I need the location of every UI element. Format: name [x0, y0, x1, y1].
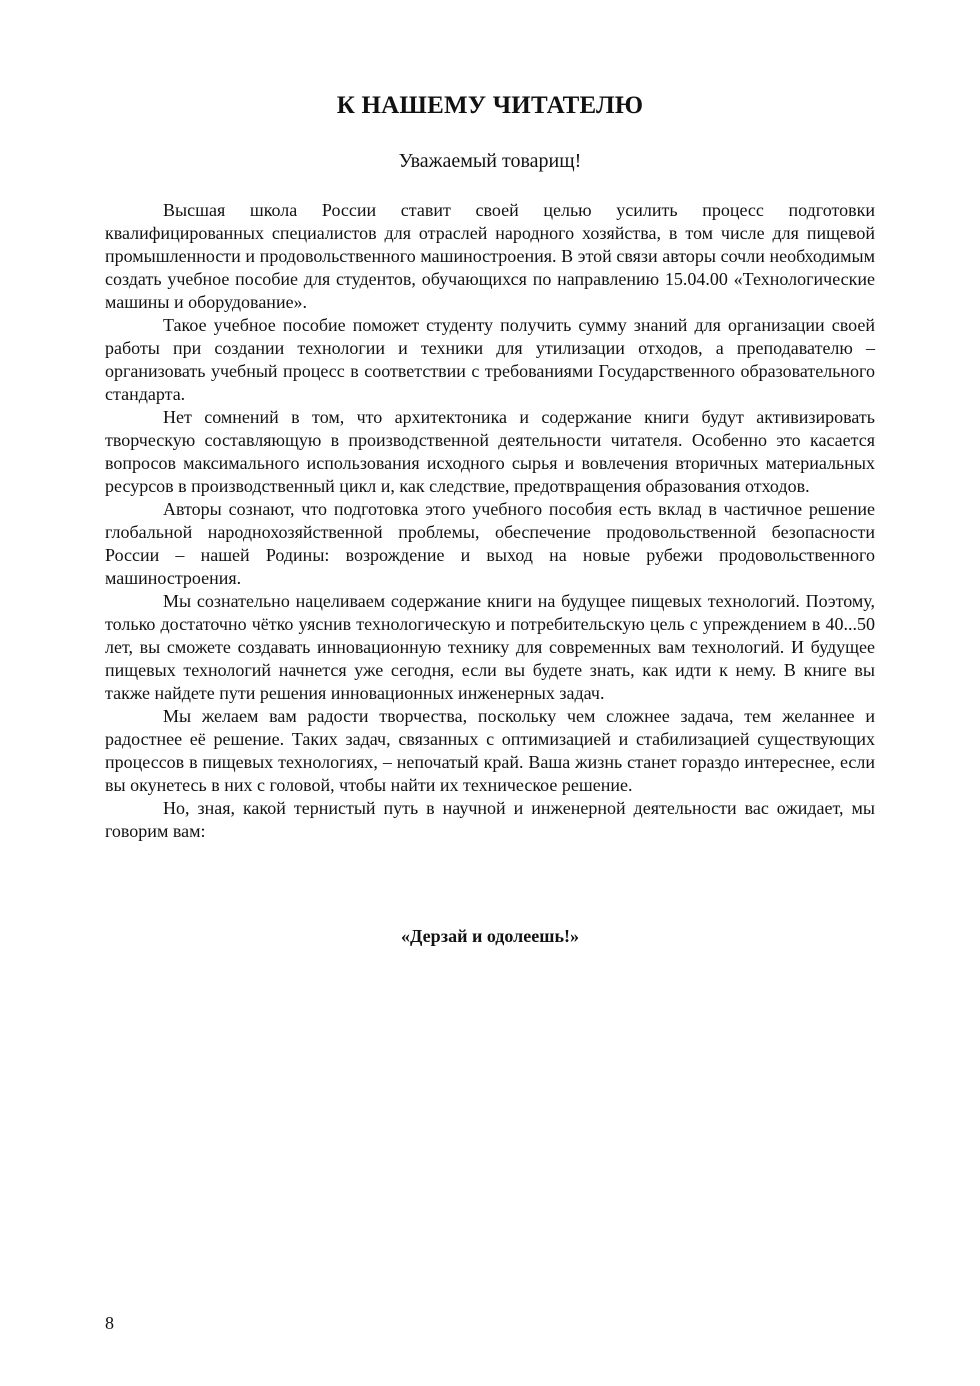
- paragraph: Мы желаем вам радости творчества, поскольку чем сложнее задача, тем желаннее и радостнее её решение. Таких задач, связанных с оптимизацией и стабилизацией существующих процессов в пищевых технологиях, – непочатый край. Ваша жизнь станет гораздо интереснее, если вы окунетесь в них с головой, чтобы найти их техническое решение.: [105, 706, 875, 795]
- paragraph: Такое учебное пособие поможет студенту получить сумму знаний для организации своей работы при создании технологии и техники для утилизации отходов, а преподавателю – организовать учебный процесс в соответствии с требованиями Государственного образовательного стандарта.: [105, 315, 875, 404]
- page-title: К НАШЕМУ ЧИТАТЕЛЮ: [336, 92, 644, 119]
- motto: «Дерзай и одолеешь!»: [401, 926, 579, 946]
- paragraph: Но, зная, какой тернистый путь в научной и инженерной деятельности вас ожидает, мы говорим вам:: [105, 798, 875, 841]
- paragraph: Мы сознательно нацеливаем содержание книги на будущее пищевых технологий. Поэтому, только достаточно чётко уяснив технологическую и потребительскую цель с упреждением в 40...50 лет, вы сможете создавать инновационную технику для современных вам технологий. И будущее пищевых технологий начнется уже сегодня, если вы будете знать, как идти к нему. В книге вы также найдете пути решения инновационных инженерных задач.: [105, 591, 875, 703]
- body-text: [105, 199, 875, 843]
- page-number: 8: [105, 1313, 114, 1333]
- greeting-line: Уважаемый товарищ!: [398, 150, 582, 172]
- paragraph: Высшая школа России ставит своей целью усилить процесс подготовки квалифицированных специалистов для отраслей народного хозяйства, в том числе для пищевой промышленности и продовольственного машиностроения. В этой связи авторы сочли необходимым создать учебное пособие для студентов, обучающихся по направлению 15.04.00 «Технологические машины и оборудование».: [105, 200, 875, 312]
- paragraph: Нет сомнений в том, что архитектоника и содержание книги будут активизировать творческую составляющую в производственной деятельности читателя. Особенно это касается вопросов максимального использования исходного сырья и вовлечения вторичных материальных ресурсов в производственный цикл и, как следствие, предотвращения образования отходов.: [105, 407, 875, 496]
- paragraph: Авторы сознают, что подготовка этого учебного пособия есть вклад в частичное решение глобальной народнохозяйственной проблемы, обеспечение продовольственной безопасности России – нашей Родины: возрождение и выход на новые рубежи продовольственного машиностроения.: [105, 499, 875, 588]
